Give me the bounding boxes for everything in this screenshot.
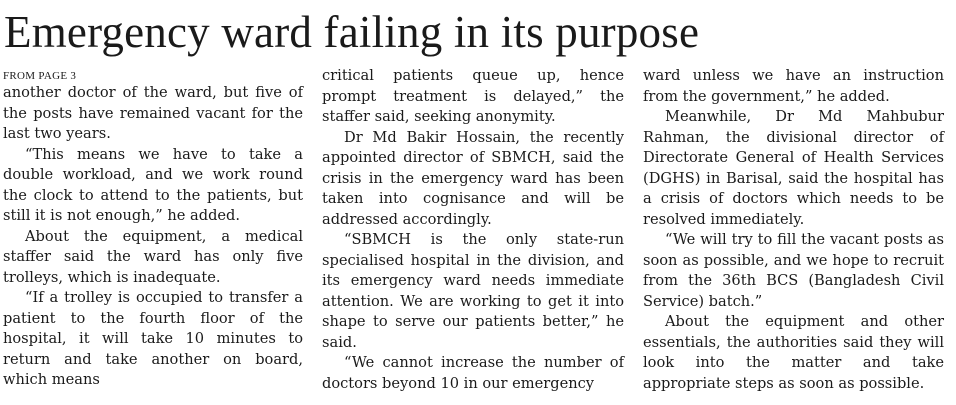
paragraph: About the equipment and other essentials, the authorities said they will look into the matter and take appropriate steps as soon as possible. [643,313,944,392]
paragraph: “We will try to fill the vacant posts as soon as possible, and we hope to recruit from the 36th BCS (Bangladesh Civil Service) batch.” [643,231,944,310]
paragraph: Dr Md Bakir Hossain, the recently appointed director of SBMCH, said the crisis in the emergency ward has been taken into cognisance and will be addressed accordingly. [322,128,624,228]
paragraph: another doctor of the ward, but five of the posts have remained vacant for the last two years. [3,84,303,142]
article-column-1 [3,68,303,391]
continued-from-label: FROM PAGE 3 [3,70,77,82]
paragraph: critical patients queue up, hence prompt treatment is delayed,” the staffer said, seeking anonymity. [322,67,624,125]
paragraph: “If a trolley is occupied to transfer a patient to the fourth floor of the hospital, it will take 10 minutes to return and take another on board, which means [3,289,303,388]
article-column-3 [643,66,944,394]
headline: Emergency ward failing in its purpose [4,7,700,57]
paragraph: About the equipment, a medical staffer said the ward has only five trolleys, which is inadequate. [3,227,303,286]
paragraph: “SBMCH is the only state-run specialised hospital in the division, and its emergency ward needs immediate attention. We are working to get it into shape to serve our patients better,” he said. [322,231,624,351]
paragraph: “We cannot increase the number of doctors beyond 10 in our emergency [322,354,624,392]
paragraph: Meanwhile, Dr Md Mahbubur Rahman, the divisional director of Directorate General of Health Services (DGHS) in Barisal, said the hospital has a crisis of doctors which needs to be resolved immediately. [643,108,944,228]
paragraph: ward unless we have an instruction from the government,” he added. [643,67,944,105]
article-column-2 [322,66,624,394]
paragraph: “This means we have to take a double workload, and we work round the clock to attend to the patients, but still it is not enough,” he added. [3,145,303,224]
